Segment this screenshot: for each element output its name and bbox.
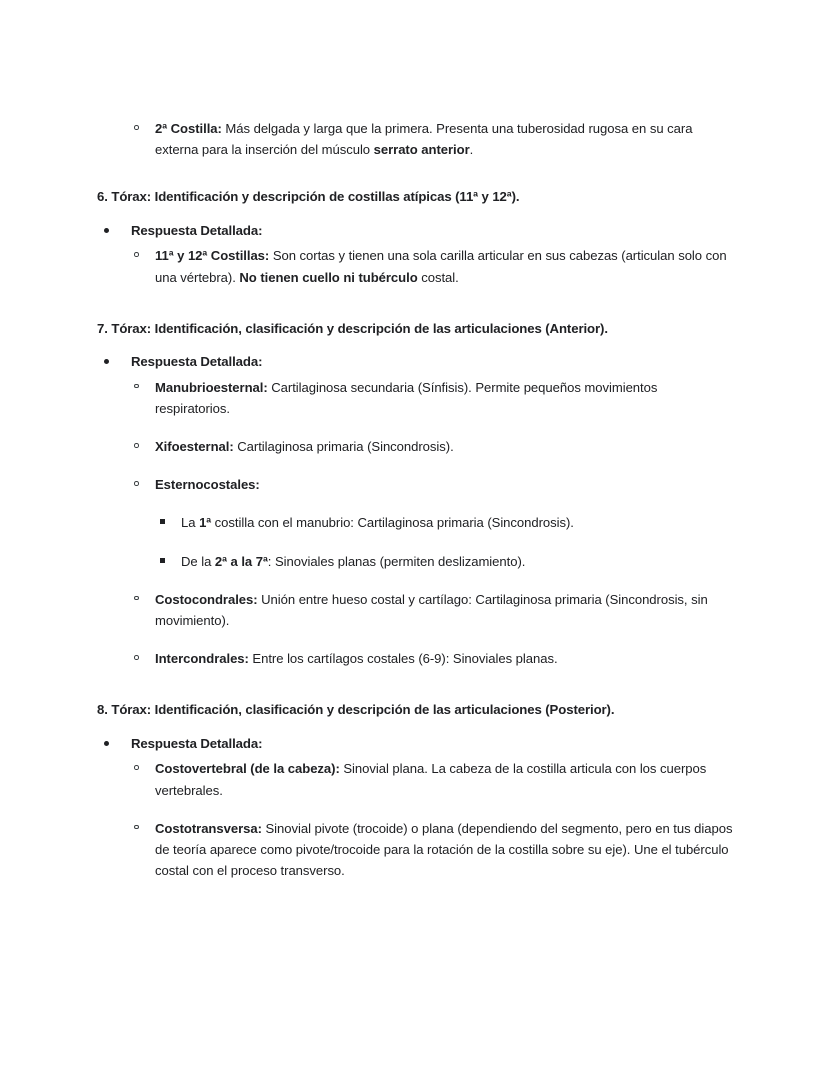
list-item-body-tail: costal. [417, 269, 459, 285]
list-item [97, 758, 733, 800]
section-heading: 6. Tórax: Identificación y descripción de costillas atípicas (11ª y 12ª). [97, 189, 520, 205]
list-item-text: Respuesta Detallada: [131, 222, 263, 238]
hollow-circle-bullet-icon [134, 252, 139, 257]
list-item [97, 377, 733, 419]
document-content [97, 118, 733, 881]
list-item-text [155, 477, 260, 492]
list-item-text: Respuesta Detallada: [131, 354, 263, 370]
list-item-text [181, 515, 574, 530]
filled-square-bullet-icon [160, 558, 165, 563]
list-item-text: Respuesta Detallada: [131, 735, 263, 751]
list-item-text [155, 380, 657, 416]
filled-square-bullet-icon [160, 519, 165, 524]
list-item [97, 734, 733, 754]
list-item-text [155, 761, 706, 797]
hollow-circle-bullet-icon [134, 825, 139, 830]
list-item-text [155, 821, 732, 878]
spacer [97, 669, 733, 700]
section-heading: 8. Tórax: Identificación, clasificación y descripción de las articulaciones (Posterior). [97, 702, 615, 718]
list-item-term: Costovertebral (de la cabeza): [155, 761, 340, 777]
list-item [97, 818, 733, 882]
list-item-term: 11ª y 12ª Costillas: [155, 248, 270, 264]
list-item-text [155, 248, 727, 284]
list-item-term: Manubrioesternal: [155, 379, 268, 395]
list-item-text [155, 439, 454, 454]
list-item-body: Sinovial plana. La cabeza de la costilla articula con los cuerpos vertebrales. [155, 761, 707, 798]
hollow-circle-bullet-icon [134, 443, 139, 448]
list-item-text [155, 651, 558, 666]
list-item-body-tail: . [469, 142, 474, 158]
hollow-circle-bullet-icon [134, 596, 139, 601]
list-item-body: Son cortas y tienen una sola carilla articular en sus cabezas (articulan solo con una vértebra). [155, 248, 727, 285]
list-item-term: Intercondrales: [155, 651, 249, 667]
list-item-term: Costocondrales: [155, 591, 258, 607]
list-item-emphasis: 2ª a la 7ª [214, 553, 268, 569]
filled-disc-bullet-icon [104, 741, 109, 746]
list-item-term: Xifoesternal: [155, 439, 234, 455]
list-item-emphasis: No tienen cuello ni tubérculo [239, 269, 418, 285]
list-item [97, 245, 733, 287]
hollow-circle-bullet-icon [134, 655, 139, 660]
list-item-term: Esternocostales: [155, 477, 260, 493]
list-item-body: costilla con el manubrio: Cartilaginosa primaria (Sincondrosis). [211, 515, 574, 531]
list-item-body: Unión entre hueso costal y cartílago: Cartilaginosa primaria (Sincondrosis, sin movimiento). [155, 591, 708, 629]
list-item-text [155, 121, 692, 157]
list-item [97, 512, 733, 533]
list-item-body-lead: De la [181, 553, 215, 569]
list-item [97, 551, 733, 572]
list-item-term: 2ª Costilla: [155, 121, 222, 136]
list-item-text [155, 592, 708, 628]
filled-disc-bullet-icon [104, 359, 109, 364]
hollow-circle-bullet-icon [134, 481, 139, 486]
list-item-term: Costotransversa: [155, 820, 262, 836]
hollow-circle-bullet-icon [134, 125, 139, 130]
list-item-body: Cartilaginosa primaria (Sincondrosis). [233, 439, 454, 455]
list-item-body: Entre los cartílagos costales (6-9): Sinoviales planas. [248, 651, 558, 667]
list-item-body-lead: La [181, 515, 200, 531]
list-item-body: Más delgada y larga que la primera. Presenta una tuberosidad rugosa en su cara externa para la inserción del músculo [155, 121, 693, 158]
list-item [97, 589, 733, 631]
list-item-emphasis: serrato anterior [373, 142, 470, 158]
list-item [97, 118, 733, 160]
list-item [97, 221, 733, 241]
section-heading: 7. Tórax: Identificación, clasificación y descripción de las articulaciones (Anterior). [97, 320, 608, 336]
list-item-emphasis: 1ª [199, 515, 212, 531]
list-item [97, 648, 733, 669]
list-item-body: Cartilaginosa secundaria (Sínfisis). Permite pequeños movimientos respiratorios. [155, 379, 658, 416]
list-item-body: Sinovial pivote (trocoide) o plana (dependiendo del segmento, pero en tus diapos de teoría aparece como pivote/trocoide para la rotación de la costilla sobre su eje). Une el tubérculo costal con el proceso transverso. [155, 820, 733, 879]
list-item-body: : Sinoviales planas (permiten deslizamiento). [267, 553, 526, 569]
hollow-circle-bullet-icon [134, 384, 139, 389]
list-item [97, 474, 733, 495]
spacer [97, 288, 733, 319]
filled-disc-bullet-icon [104, 228, 109, 233]
spacer [97, 160, 733, 187]
list-item [97, 352, 733, 372]
list-item [97, 436, 733, 457]
list-item-text [181, 554, 525, 569]
hollow-circle-bullet-icon [134, 765, 139, 770]
